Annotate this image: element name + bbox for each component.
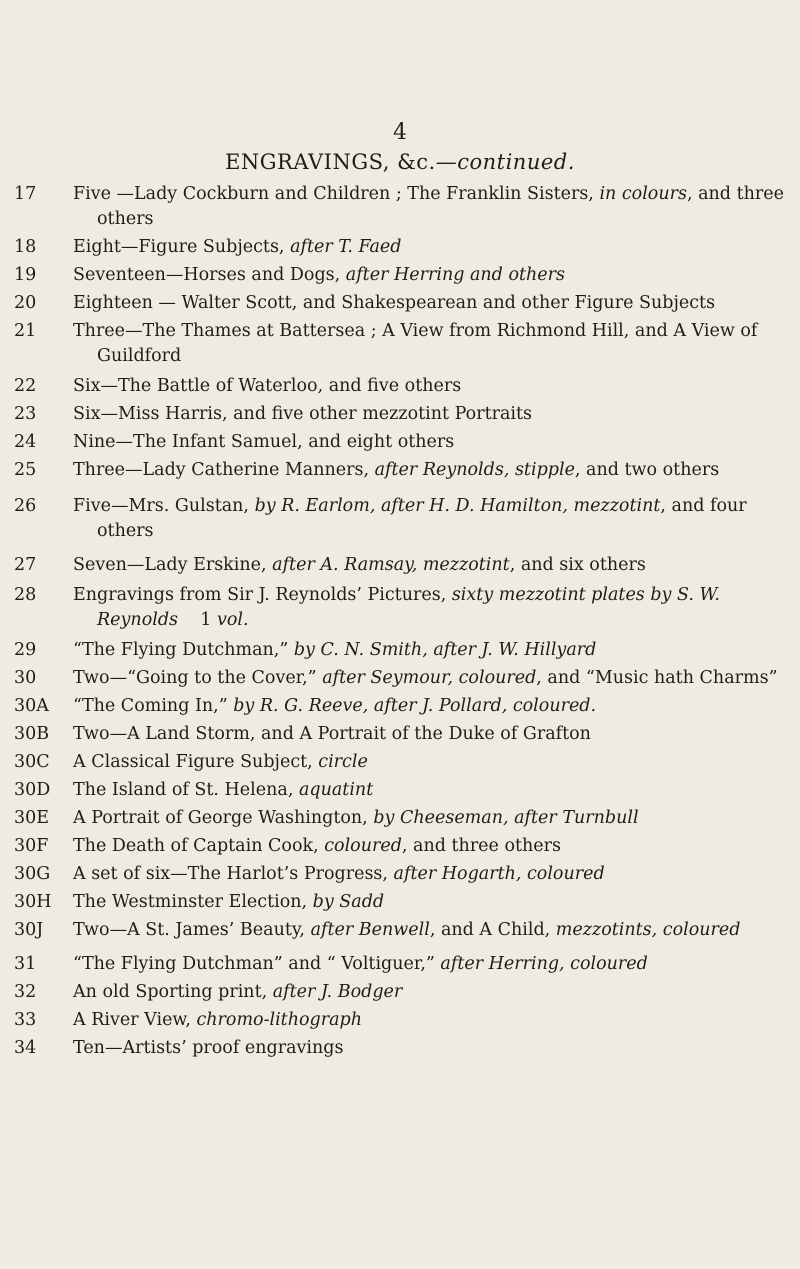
lot-number: 24 [14,432,37,452]
lot-text-part: Two—“Going to the Cover,” [73,668,323,688]
lot-description [73,458,792,483]
lot-number: 32 [14,982,37,1002]
lot-number: 27 [14,555,37,575]
lot-item [14,374,792,399]
lot-number: 26 [14,496,37,516]
lot-description [73,980,792,1005]
lot-text-italic: sixty mezzotint plates by S. W. Reynolds [97,585,720,630]
lot-description [73,666,792,691]
lot-text-part: A Classical Figure Subject, [73,752,319,772]
lot-text-part: “The Flying Dutchman” and “ Voltiguer,” [73,954,441,974]
lot-text-italic: after T. Faed [290,237,402,257]
lot-description: Nine—The Infant Samuel, and eight others [73,432,455,452]
lot-text-part: , and three others [97,184,784,229]
lot-text-part: , and six others [509,555,646,575]
lot-number: 30J [14,920,44,940]
lot-text-italic: after Reynolds, stipple [374,460,575,480]
lot-description [73,918,792,943]
lot-description: Eighteen — Walter Scott, and Shakespearean and other Figure Subjects [73,293,716,313]
lot-description: Two—A Land Storm, and A Portrait of the Duke of Grafton [73,724,591,744]
lot-number: 30G [14,864,51,884]
lot-text-italic: by Sadd [312,892,385,912]
lot-text-italic: after J. Bodger [272,982,403,1002]
page-number: 4 [393,120,407,145]
lot-item [14,638,792,663]
lot-text-part: Seven—Lady Erskine, [73,555,273,575]
lot-item [14,806,792,831]
lot-text-part: The Death of Captain Cook, [73,836,325,856]
lot-number: 33 [14,1010,37,1030]
lot-number: 30 [14,668,37,688]
lot-description [73,890,792,915]
lot-text-part: , and “Music hath Charms” [536,668,778,688]
lot-text-italic: after Seymour, coloured [322,668,537,688]
lot-text-part: “The Flying Dutchman,” [73,640,294,660]
lot-number: 34 [14,1038,37,1058]
lot-text-italic: coloured [324,836,402,856]
lot-item [14,263,792,288]
lot-text-part: Seventeen—Horses and Dogs, [73,265,346,285]
lot-description: Six—Miss Harris, and five other mezzotint Portraits [73,404,533,424]
lot-number: 30C [14,752,50,772]
lot-item [14,918,792,943]
lot-number: 30F [14,836,49,856]
lot-text-italic: after A. Ramsay, mezzotint [272,555,510,575]
lot-text-italic: by R. G. Reeve, after J. Pollard, coloured. [233,696,597,716]
lot-description [73,1008,792,1033]
lot-number: 20 [14,293,37,313]
lot-description [73,182,792,232]
lot-description [73,750,792,775]
lot-text-part: A River View, [73,1010,197,1030]
lot-text-part: , and A Child, [429,920,556,940]
lot-number: 30A [14,696,49,716]
lot-item [14,666,792,691]
lot-item [14,402,792,427]
lot-item [14,458,792,483]
lot-number: 19 [14,265,37,285]
lot-description: Ten—Artists’ proof engravings [73,1038,344,1058]
lot-number: 25 [14,460,37,480]
lot-item [14,952,792,977]
lot-text-part: “The Coming In,” [73,696,234,716]
lot-number: 22 [14,376,37,396]
lot-text-part: A Portrait of George Washington, [73,808,374,828]
lot-description [73,235,792,260]
lot-text-italic: in colours [599,184,687,204]
lot-item [14,430,792,455]
lot-text-part: , and three others [401,836,562,856]
lot-item [14,890,792,915]
lot-item [14,862,792,887]
heading-title: ENGRAVINGS, &c.— [225,150,458,174]
lot-item [14,834,792,859]
lot-number: 30B [14,724,50,744]
lot-description: Three—The Thames at Battersea ; A View from Richmond Hill, and A View of Guildford [73,321,758,366]
lot-description [73,638,792,663]
lot-item [14,291,792,316]
lot-item [14,494,792,544]
lot-text-part: The Westminster Election, [73,892,313,912]
lot-text-part: , and four others [97,496,747,541]
lot-description [73,553,792,578]
lot-item [14,750,792,775]
lot-list [14,182,792,1061]
lot-text-italic: by Cheeseman, after Turnbull [373,808,639,828]
lot-text-italic: chromo-lithograph [196,1010,362,1030]
lot-description: Six—The Battle of Waterloo, and five others [73,376,462,396]
lot-number: 31 [14,954,37,974]
lot-text-part: A set of six—The Harlot’s Progress, [73,864,394,884]
lot-number: 21 [14,321,37,341]
lot-description [73,778,792,803]
lot-text-italic: mezzotints, coloured [555,920,741,940]
lot-text-part: Five —Lady Cockburn and Children ; The Franklin Sisters, [73,184,600,204]
lot-text-part: 1 [178,610,217,630]
lot-description [73,494,792,544]
lot-item [14,778,792,803]
lot-text-part: Five—Mrs. Gulstan, [73,496,255,516]
lot-description [73,862,792,887]
page-heading [0,150,800,174]
lot-text-italic: vol. [216,610,249,630]
lot-number: 17 [14,184,37,204]
lot-item [14,722,792,747]
lot-item [14,235,792,260]
lot-text-part: Two—A St. James’ Beauty, [73,920,311,940]
lot-number: 18 [14,237,37,257]
lot-number: 28 [14,585,37,605]
lot-number: 30H [14,892,52,912]
lot-item [14,1008,792,1033]
lot-text-part: Three—Lady Catherine Manners, [73,460,375,480]
lot-item [14,694,792,719]
lot-item [14,980,792,1005]
lot-description [73,806,792,831]
lot-item [14,1036,792,1061]
lot-text-part: Eight—Figure Subjects, [73,237,291,257]
lot-number: 29 [14,640,37,660]
lot-description [73,263,792,288]
lot-number: 30D [14,780,51,800]
lot-text-part: An old Sporting print, [73,982,273,1002]
lot-number: 30E [14,808,50,828]
lot-number: 23 [14,404,37,424]
lot-text-part: , and two others [574,460,720,480]
lot-item [14,583,792,633]
heading-continued: continued. [457,150,575,174]
lot-description [73,834,792,859]
lot-text-italic: after Hogarth, coloured [393,864,605,884]
lot-item [14,182,792,232]
lot-text-part: Engravings from Sir J. Reynolds’ Pictures, [73,585,452,605]
lot-description [73,694,792,719]
lot-text-italic: by C. N. Smith, after J. W. Hillyard [293,640,597,660]
lot-text-part: The Island of St. Helena, [73,780,299,800]
lot-description [73,583,792,633]
lot-text-italic: circle [318,752,368,772]
lot-text-italic: by R. Earlom, after H. D. Hamilton, mezzotint [254,496,661,516]
lot-description [73,952,792,977]
lot-item [14,319,792,369]
lot-text-italic: after Herring, coloured [440,954,648,974]
lot-text-italic: after Benwell [310,920,430,940]
lot-text-italic: after Herring and others [345,265,565,285]
lot-item [14,553,792,578]
lot-text-italic: aquatint [298,780,374,800]
